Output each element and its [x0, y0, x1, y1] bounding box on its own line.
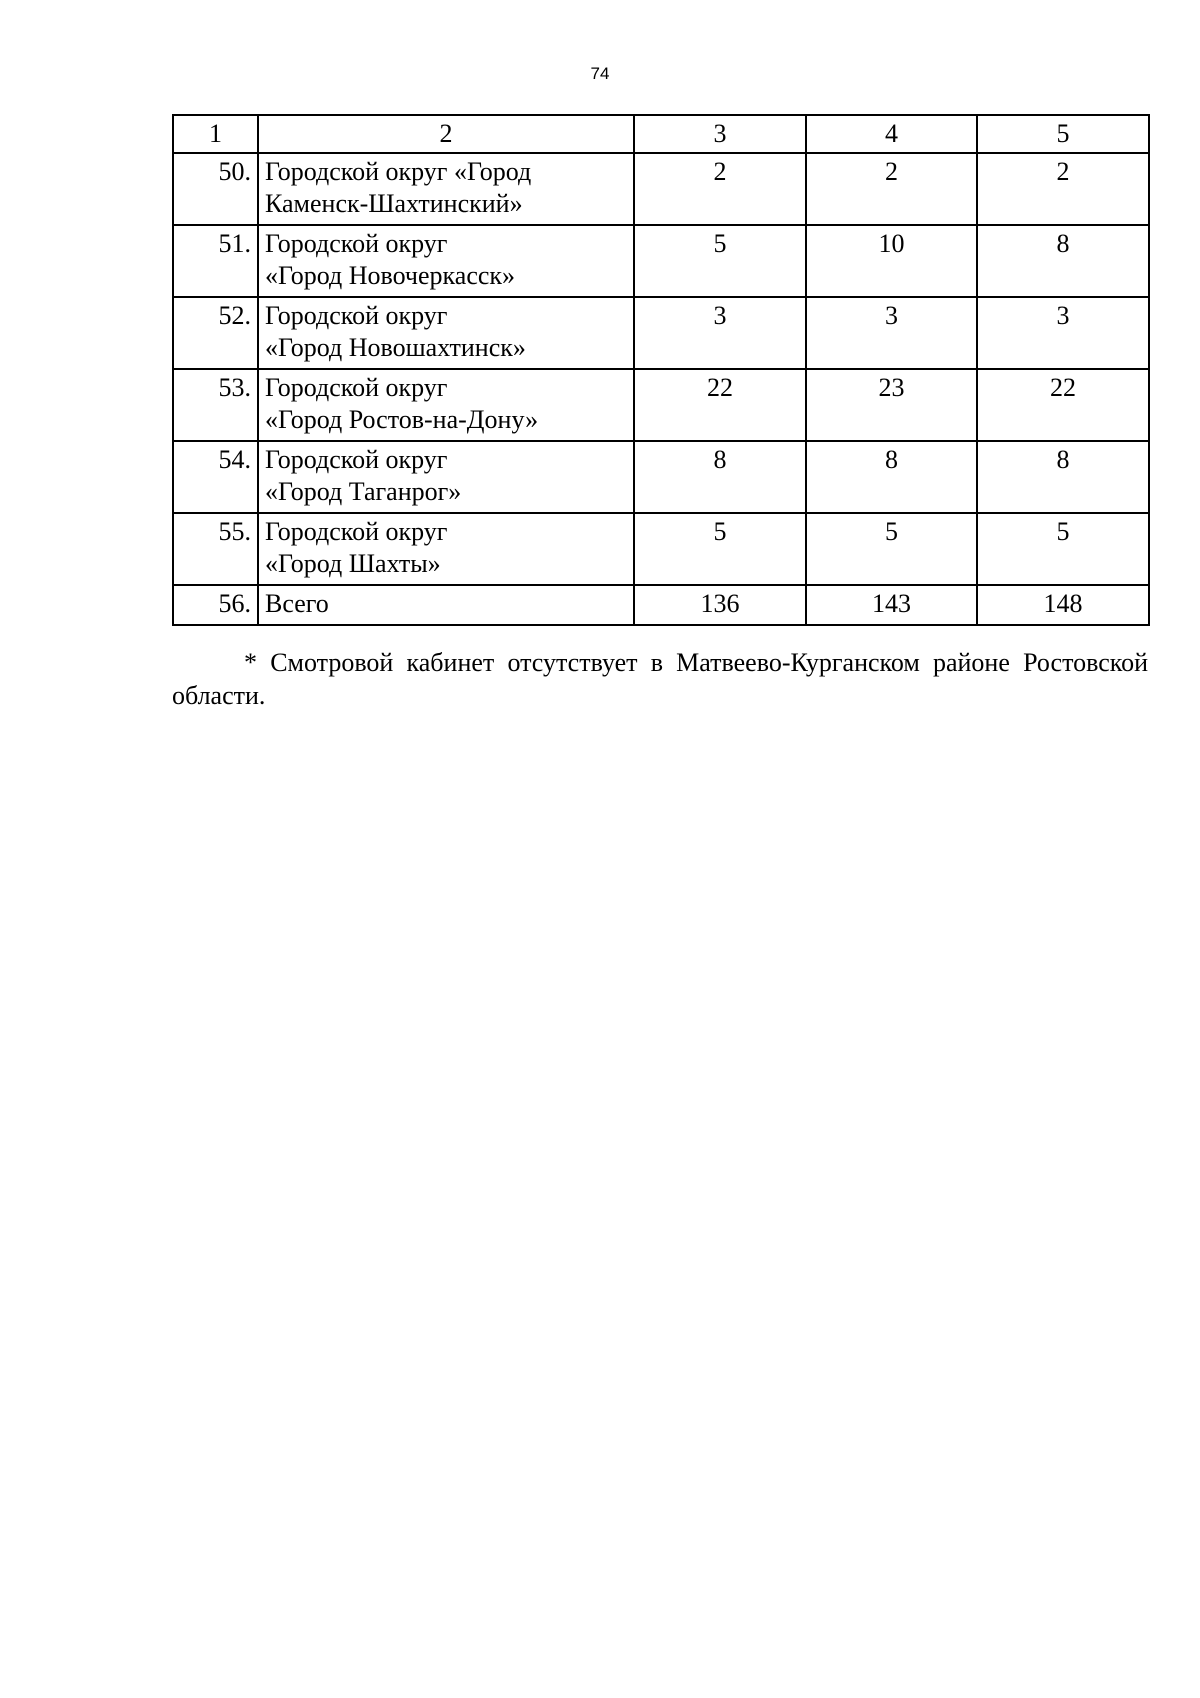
value-cell-col3: 8	[634, 441, 806, 513]
value-cell-col4: 143	[806, 585, 977, 625]
row-number-cell: 50.	[173, 153, 258, 225]
municipality-name-line: Городской округ	[265, 373, 448, 402]
header-cell: 5	[977, 115, 1149, 153]
value-cell-col5: 3	[977, 297, 1149, 369]
municipality-name-line: Городской округ	[265, 517, 448, 546]
table-row	[173, 513, 1149, 585]
value-cell-col4: 8	[806, 441, 977, 513]
row-number-cell: 52.	[173, 297, 258, 369]
value-cell-col4: 23	[806, 369, 977, 441]
row-number-cell: 54.	[173, 441, 258, 513]
row-number-cell: 53.	[173, 369, 258, 441]
footnote: * Смотровой кабинет отсутствует в Матвеево-Курганском районе Ростовской области.	[172, 648, 1148, 710]
table-body	[173, 115, 1149, 625]
table-row	[173, 441, 1149, 513]
municipality-name-line: Городской округ	[265, 229, 448, 258]
municipality-name-line: «Город Ростов-на-Дону»	[265, 405, 539, 434]
municipality-name-line: «Город Таганрог»	[265, 477, 462, 506]
row-number-cell: 51.	[173, 225, 258, 297]
municipality-name-line: «Город Шахты»	[265, 549, 441, 578]
table-row	[173, 369, 1149, 441]
municipality-name-cell	[258, 513, 634, 585]
value-cell-col5: 5	[977, 513, 1149, 585]
municipality-name-cell	[258, 441, 634, 513]
row-number-cell: 56.	[173, 585, 258, 625]
value-cell-col3: 22	[634, 369, 806, 441]
value-cell-col3: 5	[634, 513, 806, 585]
row-number-cell: 55.	[173, 513, 258, 585]
value-cell-col4: 2	[806, 153, 977, 225]
municipality-name-line: Городской округ	[265, 445, 448, 474]
table-row	[173, 585, 1149, 625]
value-cell-col3: 3	[634, 297, 806, 369]
municipality-name-line: Всего	[265, 589, 329, 618]
municipality-name-cell	[258, 585, 634, 625]
value-cell-col4: 10	[806, 225, 977, 297]
value-cell-col5: 8	[977, 441, 1149, 513]
municipality-name-line: Городской округ «Город	[265, 157, 532, 186]
value-cell-col5: 8	[977, 225, 1149, 297]
municipality-name-cell	[258, 153, 634, 225]
value-cell-col3: 136	[634, 585, 806, 625]
table-row	[173, 225, 1149, 297]
header-cell: 1	[173, 115, 258, 153]
value-cell-col5: 2	[977, 153, 1149, 225]
value-cell-col4: 5	[806, 513, 977, 585]
municipality-name-line: Каменск-Шахтинский»	[265, 189, 523, 218]
municipality-name-line: Городской округ	[265, 301, 448, 330]
municipality-name-cell	[258, 225, 634, 297]
report-table	[172, 114, 1150, 626]
header-cell: 4	[806, 115, 977, 153]
value-cell-col5: 22	[977, 369, 1149, 441]
header-cell: 3	[634, 115, 806, 153]
table-header-row	[173, 115, 1149, 153]
municipality-name-line: «Город Новошахтинск»	[265, 333, 526, 362]
value-cell-col5: 148	[977, 585, 1149, 625]
value-cell-col4: 3	[806, 297, 977, 369]
table-row	[173, 153, 1149, 225]
municipality-name-cell	[258, 369, 634, 441]
page-number: 74	[590, 64, 610, 83]
municipality-name-line: «Город Новочеркасск»	[265, 261, 516, 290]
value-cell-col3: 2	[634, 153, 806, 225]
municipality-name-cell	[258, 297, 634, 369]
header-cell: 2	[258, 115, 634, 153]
value-cell-col3: 5	[634, 225, 806, 297]
table-row	[173, 297, 1149, 369]
